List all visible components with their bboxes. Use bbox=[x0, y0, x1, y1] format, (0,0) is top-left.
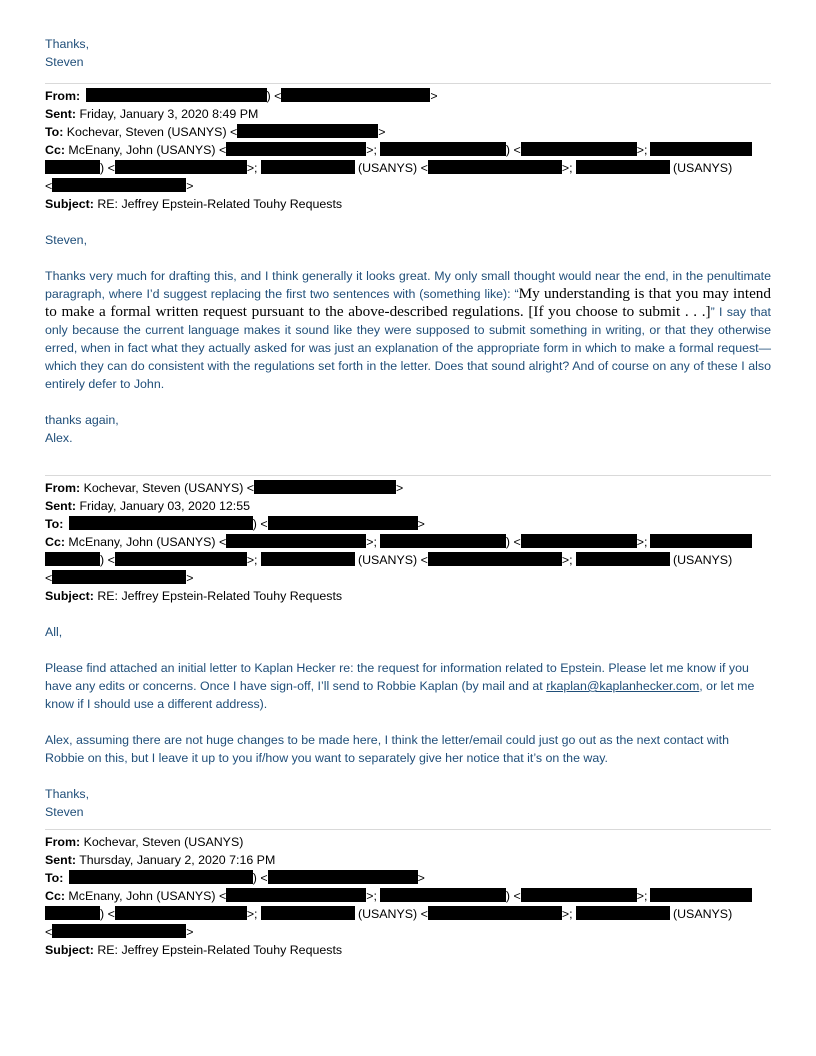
cc-punct: >; bbox=[561, 161, 573, 175]
sent-label: Sent: bbox=[45, 499, 76, 513]
subject-label: Subject: bbox=[45, 197, 94, 211]
redaction bbox=[226, 888, 366, 902]
subject-line bbox=[45, 941, 771, 959]
to-label: To: bbox=[45, 871, 64, 885]
redaction bbox=[115, 160, 247, 174]
cc-punct: < bbox=[45, 571, 53, 585]
cc-punct: ) < bbox=[100, 161, 115, 175]
redaction bbox=[115, 906, 247, 920]
email-link[interactable]: rkaplan@kaplanhecker.com bbox=[546, 679, 700, 693]
sent-line bbox=[45, 105, 771, 123]
email1-body-quote: My understanding is that you may intend to make a formal written request pursuant to the above-described regulations. [If you choose to submit . . .] bbox=[45, 285, 771, 320]
from-label: From: bbox=[45, 481, 81, 495]
redaction bbox=[380, 534, 506, 548]
cc-name: McEnany, John (USANYS) < bbox=[68, 889, 227, 903]
cc-punct: >; bbox=[246, 907, 258, 921]
signoff-name: Steven bbox=[45, 55, 84, 69]
redaction bbox=[52, 924, 186, 938]
redaction bbox=[521, 888, 637, 902]
redaction bbox=[281, 88, 430, 102]
redaction bbox=[428, 160, 562, 174]
cc-punct: >; bbox=[636, 535, 648, 549]
from-punct: ) < bbox=[266, 89, 282, 103]
email2-paragraph-1 bbox=[45, 659, 771, 713]
to-punct: ) < bbox=[252, 517, 268, 531]
subject-value: RE: Jeffrey Epstein-Related Touhy Requests bbox=[97, 197, 343, 211]
redaction bbox=[226, 534, 366, 548]
subject-line bbox=[45, 587, 771, 605]
cc-label: Cc: bbox=[45, 143, 65, 157]
email-separator bbox=[45, 829, 771, 830]
cc-punct: >; bbox=[246, 161, 258, 175]
from-punct: > bbox=[430, 89, 438, 103]
cc-punct: ) < bbox=[100, 907, 115, 921]
to-label: To: bbox=[45, 125, 64, 139]
sent-value: Friday, January 3, 2020 8:49 PM bbox=[79, 107, 259, 121]
subject-value: RE: Jeffrey Epstein-Related Touhy Requests bbox=[97, 589, 343, 603]
redaction bbox=[226, 142, 366, 156]
from-line bbox=[45, 87, 771, 105]
redaction bbox=[45, 906, 100, 920]
redaction bbox=[268, 870, 418, 884]
redaction bbox=[650, 534, 752, 548]
cc-punct: >; bbox=[636, 143, 648, 157]
from-line bbox=[45, 479, 771, 497]
redaction bbox=[261, 552, 355, 566]
sent-line bbox=[45, 497, 771, 515]
redaction bbox=[268, 516, 418, 530]
redaction bbox=[576, 552, 670, 566]
subject-value: RE: Jeffrey Epstein-Related Touhy Requests bbox=[97, 943, 343, 957]
cc-punct: >; bbox=[366, 889, 377, 903]
cc-punct: (USANYS) bbox=[672, 553, 733, 567]
email1-body-a: Thanks very much for drafting this, and I think generally it looks great. My only small thought would near the end, in the penultimate paragraph, where I’d suggest replacing the first two sentences with (something like): “ bbox=[45, 269, 771, 301]
email1-paragraph bbox=[45, 267, 771, 393]
to-label: To: bbox=[45, 517, 64, 531]
cc-punct: >; bbox=[561, 907, 573, 921]
redaction bbox=[45, 160, 100, 174]
redaction bbox=[521, 142, 637, 156]
email2-greeting: All, bbox=[45, 625, 63, 639]
cc-punct: >; bbox=[636, 889, 648, 903]
cc-line-3 bbox=[45, 569, 771, 587]
redaction bbox=[380, 888, 506, 902]
redaction bbox=[69, 516, 253, 530]
redaction bbox=[86, 88, 267, 102]
email1-closing: thanks again, bbox=[45, 413, 119, 427]
cc-punct: > bbox=[186, 925, 194, 939]
cc-punct: < bbox=[45, 925, 53, 939]
cc-label: Cc: bbox=[45, 535, 65, 549]
email1-sign: Alex. bbox=[45, 431, 73, 445]
cc-line-2 bbox=[45, 159, 771, 177]
email-separator bbox=[45, 83, 771, 84]
to-punct: > bbox=[378, 125, 386, 139]
sent-value: Thursday, January 2, 2020 7:16 PM bbox=[79, 853, 276, 867]
email2-p1-text: Please find attached an initial letter to Kaplan Hecker re: the request for information related to Epstein. Please let me know if you have any edits or concerns. Once I have sign-off, I’ll send to Robbie Kaplan (by mail and at bbox=[45, 661, 749, 693]
cc-line-2 bbox=[45, 551, 771, 569]
email1-header bbox=[45, 87, 771, 213]
from-line bbox=[45, 833, 771, 851]
cc-punct: >; bbox=[366, 143, 377, 157]
email2-p1-tail: , or let me know if I should use a different address). bbox=[45, 679, 755, 711]
sent-label: Sent: bbox=[45, 107, 76, 121]
cc-punct: >; bbox=[561, 553, 573, 567]
redaction bbox=[650, 888, 752, 902]
email3-header bbox=[45, 833, 771, 959]
to-line bbox=[45, 123, 771, 141]
email2-name: Steven bbox=[45, 805, 84, 819]
cc-punct: (USANYS) < bbox=[357, 907, 428, 921]
cc-line bbox=[45, 141, 771, 159]
cc-line-2 bbox=[45, 905, 771, 923]
cc-punct: < bbox=[45, 179, 53, 193]
from-label: From: bbox=[45, 835, 81, 849]
cc-punct: >; bbox=[246, 553, 258, 567]
redaction bbox=[576, 160, 670, 174]
redaction bbox=[254, 480, 396, 494]
email-thread bbox=[45, 35, 771, 959]
cc-name: McEnany, John (USANYS) < bbox=[68, 143, 227, 157]
subject-label: Subject: bbox=[45, 943, 94, 957]
cc-line-3 bbox=[45, 177, 771, 195]
redaction bbox=[428, 906, 562, 920]
sent-line bbox=[45, 851, 771, 869]
cc-punct: (USANYS) bbox=[672, 907, 733, 921]
redaction bbox=[576, 906, 670, 920]
subject-line bbox=[45, 195, 771, 213]
from-label: From: bbox=[45, 89, 81, 103]
cc-punct: > bbox=[186, 179, 194, 193]
redaction bbox=[115, 552, 247, 566]
cc-punct: (USANYS) < bbox=[357, 553, 428, 567]
cc-line bbox=[45, 533, 771, 551]
to-punct: > bbox=[417, 871, 425, 885]
redaction bbox=[380, 142, 506, 156]
cc-label: Cc: bbox=[45, 889, 65, 903]
redaction bbox=[237, 124, 378, 138]
redaction bbox=[428, 552, 562, 566]
email-separator bbox=[45, 475, 771, 476]
email2-header bbox=[45, 479, 771, 605]
cc-line-3 bbox=[45, 923, 771, 941]
sent-value: Friday, January 03, 2020 12:55 bbox=[79, 499, 251, 513]
from-punct: > bbox=[396, 481, 404, 495]
redaction bbox=[52, 178, 186, 192]
to-line bbox=[45, 515, 771, 533]
cc-name: McEnany, John (USANYS) < bbox=[68, 535, 227, 549]
from-name: Kochevar, Steven (USANYS) bbox=[83, 835, 244, 849]
redaction bbox=[52, 570, 186, 584]
sent-label: Sent: bbox=[45, 853, 76, 867]
cc-punct: (USANYS) bbox=[672, 161, 733, 175]
redaction bbox=[69, 870, 253, 884]
email1-greeting: Steven, bbox=[45, 233, 88, 247]
email1-body-b: ” I say that only because the current language makes it sound like they were supposed to submit something in writing, or that they otherwise erred, when in fact what they actually asked for was just an explanation of the appropriate form in which to make a formal request—which they can do consistent with the regulations set forth in the letter. Does that sound alright? And of course on any of these I also entirely defer to John. bbox=[45, 305, 771, 391]
cc-punct: ) < bbox=[505, 889, 521, 903]
redaction bbox=[650, 142, 752, 156]
email2-paragraph-2: Alex, assuming there are not huge changes to be made here, I think the letter/email could just go out as the next contact with Robbie on this, but I leave it up to you if/how you want to separately give her notice that it’s on the way. bbox=[45, 733, 729, 765]
cc-punct: ) < bbox=[505, 535, 521, 549]
from-name: Kochevar, Steven (USANYS) < bbox=[83, 481, 255, 495]
subject-label: Subject: bbox=[45, 589, 94, 603]
to-punct: > bbox=[417, 517, 425, 531]
redaction bbox=[45, 552, 100, 566]
to-name: Kochevar, Steven (USANYS) < bbox=[66, 125, 238, 139]
cc-punct: (USANYS) < bbox=[357, 161, 428, 175]
to-line bbox=[45, 869, 771, 887]
redaction bbox=[261, 160, 355, 174]
cc-punct: >; bbox=[366, 535, 377, 549]
to-punct: ) < bbox=[252, 871, 268, 885]
redaction bbox=[261, 906, 355, 920]
cc-punct: > bbox=[186, 571, 194, 585]
cc-punct: ) < bbox=[100, 553, 115, 567]
redaction bbox=[521, 534, 637, 548]
signoff-thanks: Thanks, bbox=[45, 37, 90, 51]
cc-punct: ) < bbox=[505, 143, 521, 157]
email2-thanks: Thanks, bbox=[45, 787, 90, 801]
cc-line bbox=[45, 887, 771, 905]
